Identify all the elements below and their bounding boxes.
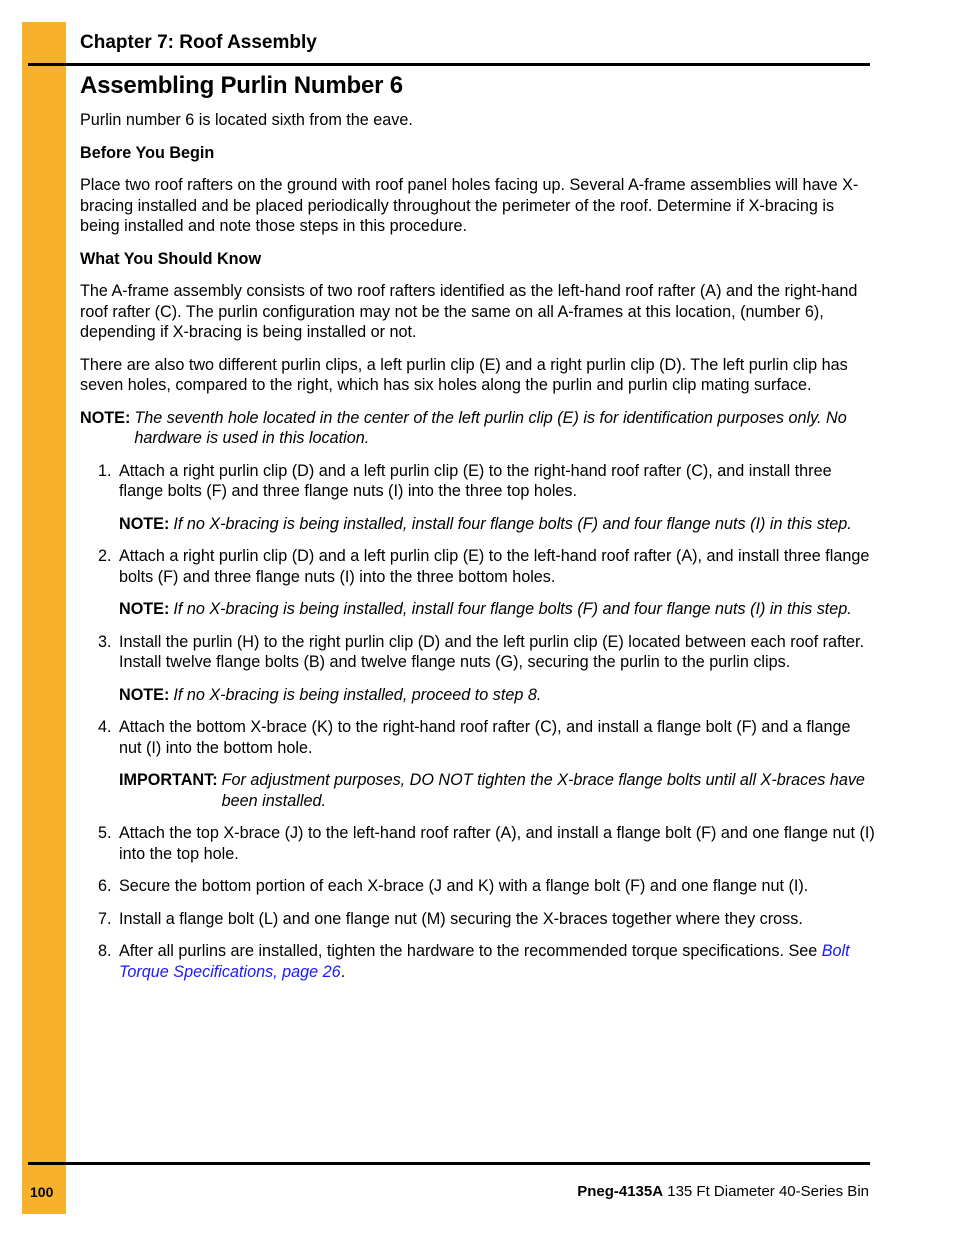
step-1	[80, 461, 875, 502]
note-label: NOTE:	[119, 600, 170, 618]
step-text: Install a flange bolt (L) and one flange nut (M) securing the X-braces together where they cross.	[119, 909, 803, 928]
footer-doc-info	[577, 1183, 869, 1200]
before-text: Place two roof rafters on the ground with roof panel holes facing up. Several A-frame assemblies will have X-bracing installed and be placed periodically throughout the perimeter of the roof. Determine if X-bracing is being installed and note those steps in this procedure.	[80, 176, 859, 235]
footer-rule	[28, 1162, 870, 1165]
note-label: NOTE:	[119, 514, 170, 533]
step-1-note	[119, 514, 875, 535]
know-text-1: The A-frame assembly consists of two roof rafters identified as the left-hand roof rafter (A) and the right-hand roof rafter (C). The purlin configuration may not be the same on all A-frames at this location, (number 6), depending if X-bracing is being installed or not.	[80, 282, 858, 341]
step-number: 4.	[98, 718, 112, 736]
step-number: 3.	[98, 632, 112, 651]
step-number: 2.	[98, 547, 112, 565]
step-2	[80, 546, 875, 587]
step-text: After all purlins are installed, tighten the hardware to the recommended torque specifications. See	[119, 942, 822, 960]
step-6	[80, 876, 875, 897]
know-heading: What You Should Know	[80, 249, 262, 268]
step-text: Attach the top X-brace (J) to the left-hand roof rafter (A), and install a flange bolt (F) and one flange nut (I) into the top hole.	[119, 824, 875, 863]
step-text: Secure the bottom portion of each X-brace (J and K) with a flange bolt (F) and one flange nut (I).	[119, 877, 809, 895]
note-label: NOTE:	[119, 685, 170, 704]
step-4	[80, 717, 875, 758]
step-2-note	[119, 599, 875, 620]
steps-list	[80, 461, 875, 983]
page-number: 100	[30, 1184, 54, 1200]
note-text: The seventh hole located in the center of the left purlin clip (E) is for identification purposes only. No hardware is used in this location.	[134, 408, 847, 447]
important-label: IMPORTANT:	[119, 771, 218, 789]
step-number: 1.	[98, 461, 112, 480]
before-heading: Before You Begin	[80, 143, 215, 162]
step-text: Install the purlin (H) to the right purlin clip (D) and the left purlin clip (E) located between each roof rafter. Install twelve flange bolts (B) and twelve flange nuts (G), securing the purlin to the purlin clips.	[119, 632, 864, 671]
know-text-2: There are also two different purlin clips, a left purlin clip (E) and a right purlin clip (D). The left purlin clip has seven holes, compared to the right, which has six holes along the purlin and purlin clip mating surface.	[80, 355, 848, 394]
header-rule	[28, 63, 870, 66]
step-3-note	[119, 685, 875, 706]
important-text: For adjustment purposes, DO NOT tighten the X-brace flange bolts until all X-braces have been installed.	[221, 771, 865, 810]
step-text: Attach a right purlin clip (D) and a left purlin clip (E) to the left-hand roof rafter (A), and install three flange bolts (F) and three flange nuts (I) into the three bottom holes.	[119, 547, 870, 586]
step-number: 8.	[98, 942, 112, 960]
step-number: 6.	[98, 877, 112, 895]
step-text: Attach the bottom X-brace (K) to the right-hand roof rafter (C), and install a flange bolt (F) and a flange nut (I) into the bottom hole.	[119, 718, 851, 757]
step-5	[80, 823, 875, 864]
note-text: If no X-bracing is being installed, proceed to step 8.	[173, 685, 542, 704]
step-text: Attach a right purlin clip (D) and a left purlin clip (E) to the right-hand roof rafter (C), and install three flange bolts (F) and three flange nuts (I) into the three top holes.	[119, 461, 832, 500]
torque-spec-link[interactable]: Bolt Torque Specifications, page 26	[119, 942, 850, 981]
note-text: If no X-bracing is being installed, install four flange bolts (F) and four flange nuts (I) in this step.	[173, 600, 852, 618]
step-text-end: .	[340, 962, 346, 981]
note-text: If no X-bracing is being installed, install four flange bolts (F) and four flange nuts (I) in this step.	[173, 514, 852, 533]
chapter-color-bar	[22, 22, 66, 1214]
note-label: NOTE:	[80, 408, 131, 427]
step-number: 5.	[98, 824, 112, 842]
intro-text: Purlin number 6 is located sixth from the eave.	[80, 111, 413, 129]
step-3	[80, 632, 875, 673]
doc-title: 135 Ft Diameter 40-Series Bin	[667, 1183, 869, 1200]
step-8	[80, 941, 875, 982]
chapter-header: Chapter 7: Roof Assembly	[80, 32, 317, 53]
page-title: Assembling Purlin Number 6	[80, 72, 403, 99]
note	[80, 408, 875, 449]
step-number: 7.	[98, 909, 112, 928]
step-7	[80, 909, 875, 930]
doc-id: Pneg-4135A	[577, 1183, 664, 1200]
main-content	[80, 110, 875, 994]
step-4-important	[119, 770, 875, 811]
